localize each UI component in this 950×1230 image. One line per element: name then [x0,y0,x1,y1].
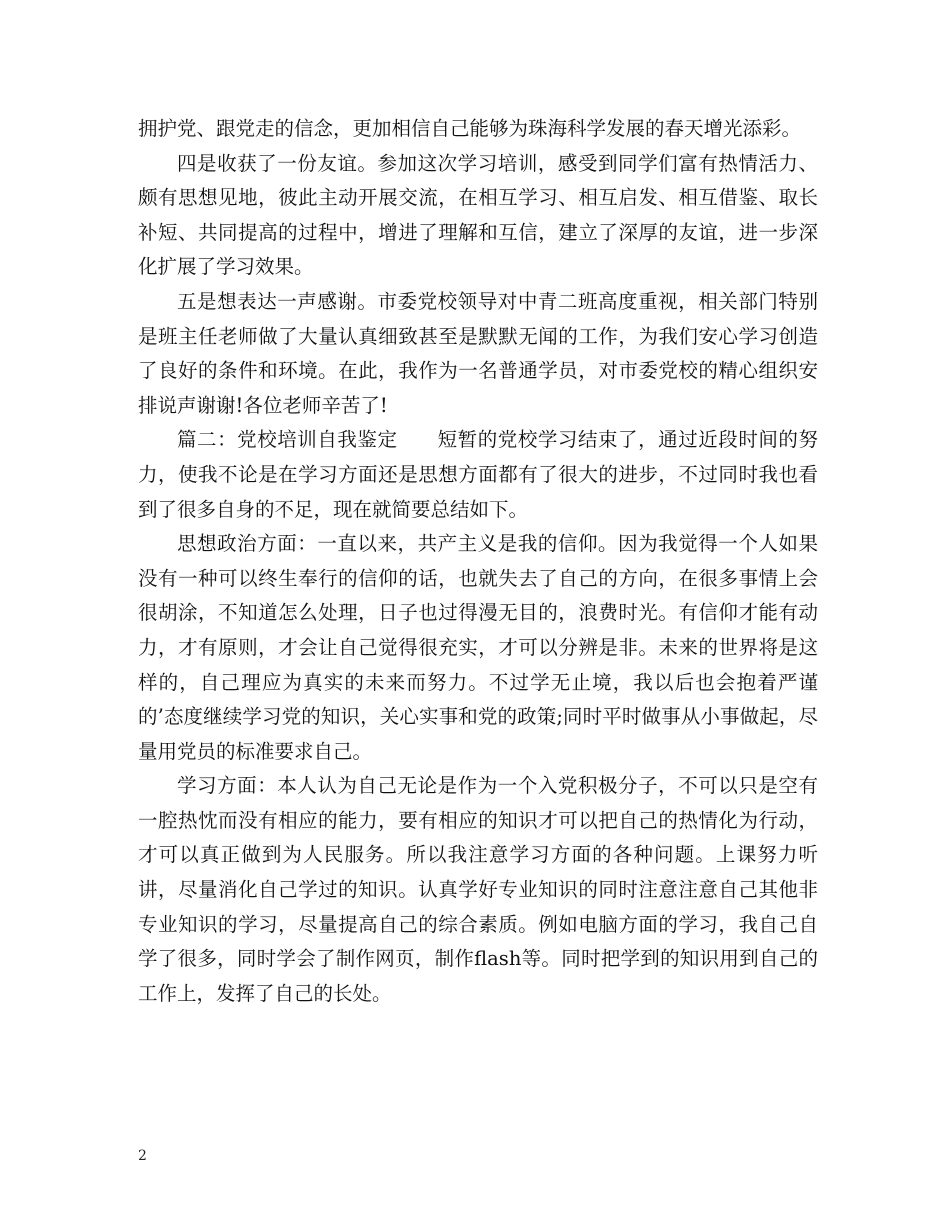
paragraph-political-thought: 思想政治方面：一直以来，共产主义是我的信仰。因为我觉得一个人如果没有一种可以终生奉行的信仰的话，也就失去了自己的方向，在很多事情上会很胡涂，不知道怎么处理，日子也过得漫无目的，浪费时光。有信仰才能有动力，才有原则，才会让自己觉得很充实，才可以分辨是非。未来的世界将是这样的，自己理应为真实的未来而努力。不过学无止境，我以后也会抱着严谨的’态度继续学习党的知识，关心实事和党的政策;同时平时做事从小事做起，尽量用党员的标准要求自己。 [138,532,818,763]
page-number: 2 [138,1148,147,1164]
paragraph-section-two-intro: 篇二：党校培训自我鉴定 短暂的党校学习结束了，通过近段时间的努力，使我不论是在学习方面还是思想方面都有了很大的进步，不过同时我也看到了很多自身的不足，现在就简要总结如下。 [138,428,818,521]
paragraph-continuation: 拥护党、跟党走的信念，更加相信自己能够为珠海科学发展的春天增光添彩。 [138,117,802,140]
document-body [138,112,818,1011]
paragraph-study: 学习方面：本人认为自己无论是作为一个入党积极分子，不可以只是空有一腔热忱而没有相应的能力，要有相应的知识才可以把自己的热情化为行动，才可以真正做到为人民服务。所以我注意学习方面的各种问题。上课努力听讲，尽量消化自己学过的知识。认真学好专业知识的同时注意注意自己其他非专业知识的学习，尽量提高自己的综合素质。例如电脑方面的学习，我自己自学了很多，同时学会了制作网页，制作flash等。同时把学到的知识用到自己的工作上，发挥了自己的长处。 [138,774,818,1005]
paragraph-gratitude: 五是想表达一声感谢。市委党校领导对中青二班高度重视，相关部门特别是班主任老师做了大量认真细致甚至是默默无闻的工作，为我们安心学习创造了良好的条件和环境。在此，我作为一名普通学员，对市委党校的精心组织安排说声谢谢!各位老师辛苦了! [138,289,818,417]
paragraph-friendship: 四是收获了一份友谊。参加这次学习培训，感受到同学们富有热情活力、颇有思想见地，彼此主动开展交流，在相互学习、相互启发、相互借鉴、取长补短、共同提高的过程中，增进了理解和互信，建立了深厚的友谊，进一步深化扩展了学习效果。 [138,151,818,279]
